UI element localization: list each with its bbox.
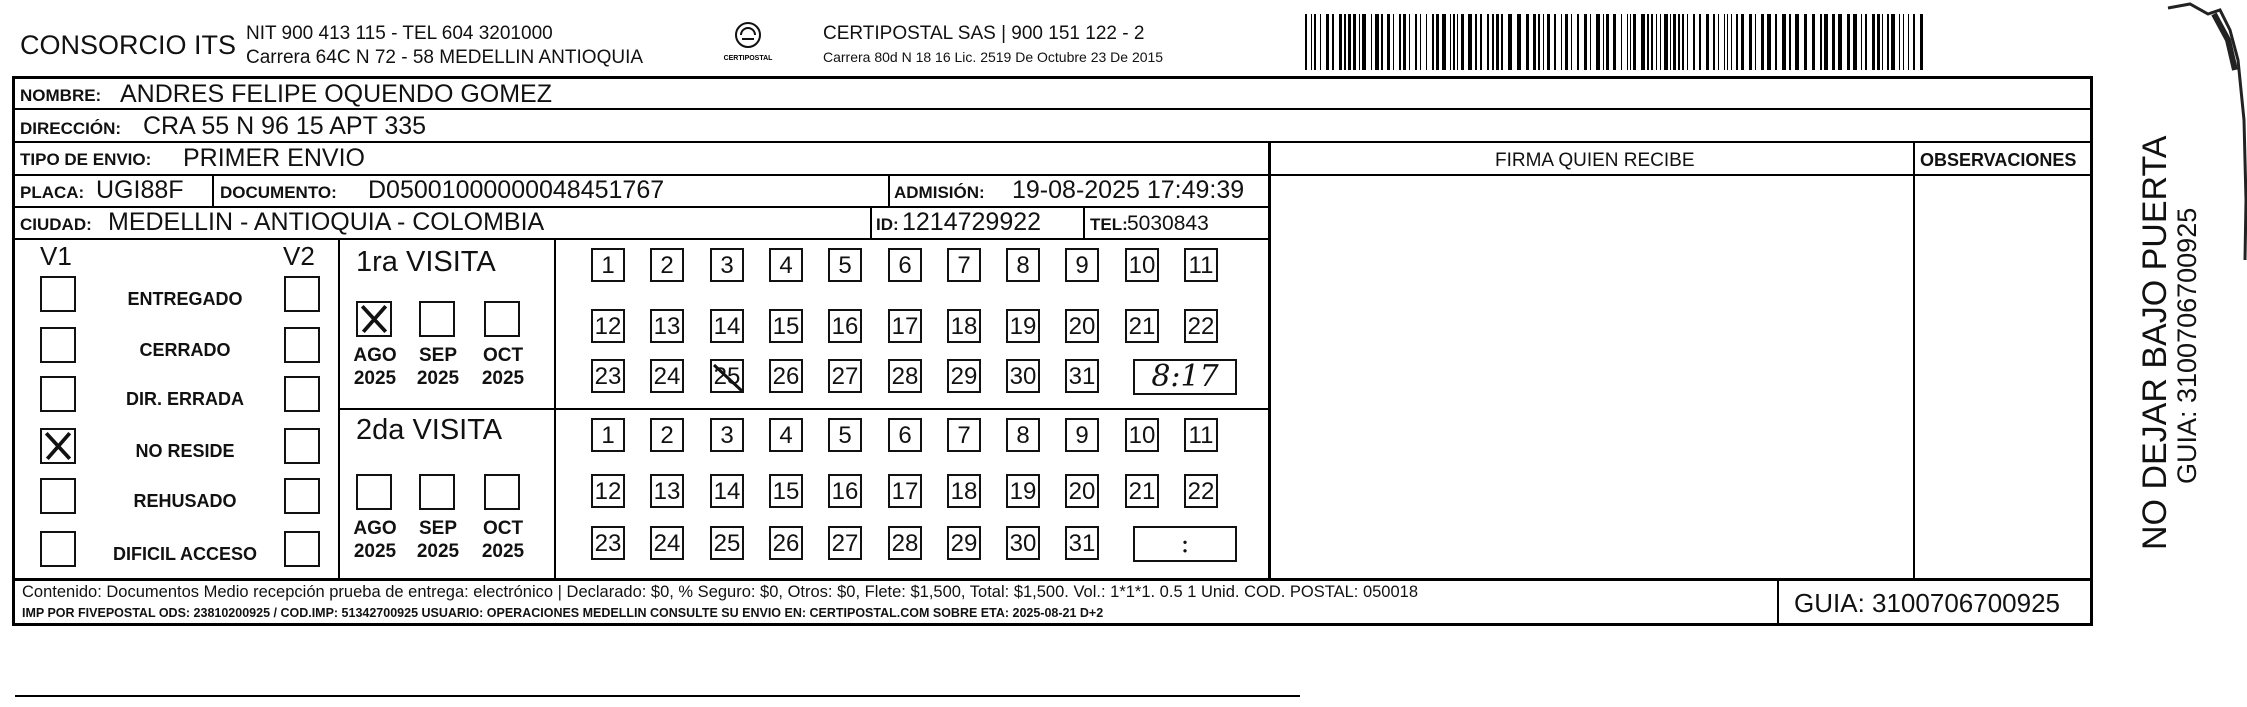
visit1-time-field[interactable]: 8:17 (1133, 359, 1237, 395)
v2-checkbox-cerrado[interactable] (284, 327, 320, 363)
visit1-day-22[interactable]: 22 (1184, 309, 1218, 343)
visit2-day-9[interactable]: 9 (1065, 418, 1099, 452)
direccion-label: DIRECCIÓN: (20, 119, 122, 138)
visit1-title: 1ra VISITA (356, 246, 496, 278)
no-dejar-bajo-puerta: NO DEJAR BAJO PUERTA (2136, 135, 2174, 550)
visit1-day-9[interactable]: 9 (1065, 248, 1099, 282)
certipostal-logo (713, 20, 783, 66)
status-label-rehusado: REHUSADO (133, 491, 237, 511)
visit1-day-21[interactable]: 21 (1125, 309, 1159, 343)
visit1-year-label: 2025 (353, 368, 397, 389)
visit2-day-26[interactable]: 26 (769, 526, 803, 560)
company-address: Carrera 64C N 72 - 58 MEDELLIN ANTIOQUIA (246, 47, 644, 68)
visit2-day-25[interactable]: 25 (710, 526, 744, 560)
documento-label: DOCUMENTO: (220, 183, 337, 202)
placa-label: PLACA: (20, 183, 85, 202)
visit2-year-label: 2025 (353, 541, 397, 562)
visit2-day-17[interactable]: 17 (888, 474, 922, 508)
visit1-month-checkbox-oct[interactable] (484, 301, 520, 337)
status-label-dir-errada: DIR. ERRADA (125, 389, 244, 409)
visit1-day-7[interactable]: 7 (947, 248, 981, 282)
tipo-value: PRIMER ENVIO (183, 144, 365, 172)
visit1-day-23[interactable]: 23 (591, 359, 625, 393)
visit1-year-label: 2025 (416, 368, 460, 389)
visit2-day-11[interactable]: 11 (1184, 418, 1218, 452)
visit2-month-label: SEP (418, 518, 458, 539)
visit1-day-16[interactable]: 16 (828, 309, 862, 343)
visit1-day-18[interactable]: 18 (947, 309, 981, 343)
admision-value: 19-08-2025 17:49:39 (1012, 176, 1245, 204)
placa-value: UGI88F (96, 176, 184, 204)
visit2-day-16[interactable]: 16 (828, 474, 862, 508)
visit1-month-checkbox-sep[interactable] (419, 301, 455, 337)
visit2-day-30[interactable]: 30 (1006, 526, 1040, 560)
visit1-day-24[interactable]: 24 (650, 359, 684, 393)
visit2-day-1[interactable]: 1 (591, 418, 625, 452)
visit2-day-23[interactable]: 23 (591, 526, 625, 560)
nombre-label: NOMBRE: (20, 86, 102, 105)
carrier-name: CERTIPOSTAL SAS | 900 151 122 - 2 (823, 23, 1145, 44)
visit1-day-17[interactable]: 17 (888, 309, 922, 343)
ciudad-label: CIUDAD: (20, 215, 92, 234)
visit2-day-13[interactable]: 13 (650, 474, 684, 508)
v2-label: V2 (283, 241, 315, 271)
visit1-day-4[interactable]: 4 (769, 248, 803, 282)
status-label-dificil-acceso: DIFICIL ACCESO (112, 544, 257, 564)
visit1-day-14[interactable]: 14 (710, 309, 744, 343)
visit2-day-20[interactable]: 20 (1065, 474, 1099, 508)
visit2-day-28[interactable]: 28 (888, 526, 922, 560)
v1-label: V1 (40, 241, 72, 271)
visit1-day-31[interactable]: 31 (1065, 359, 1099, 393)
tel-value: 5030843 (1127, 212, 1209, 235)
footer-imp: IMP POR FIVEPOSTAL ODS: 23810200925 / COD.IMP: 51342700925 USUARIO: OPERACIONES MEDELLIN CONSULTE SU ENVIO EN: CERTIPOSTAL.COM SOBRE ETA: 2025-08-21 D+2 (22, 606, 1104, 620)
visit2-month-checkbox-ago[interactable] (356, 474, 392, 510)
visit1-day-8[interactable]: 8 (1006, 248, 1040, 282)
visit1-month-checkbox-ago[interactable] (356, 301, 392, 337)
visit1-day-27[interactable]: 27 (828, 359, 862, 393)
visit1-day-1[interactable]: 1 (591, 248, 625, 282)
visit1-day-26[interactable]: 26 (769, 359, 803, 393)
id-value: 1214729922 (902, 208, 1042, 236)
visit1-day-30[interactable]: 30 (1006, 359, 1040, 393)
visit1-month-label: SEP (418, 345, 458, 366)
visit2-month-checkbox-oct[interactable] (484, 474, 520, 510)
visit1-day-3[interactable]: 3 (710, 248, 744, 282)
direccion-value: CRA 55 N 96 15 APT 335 (143, 112, 427, 140)
barcode (1305, 14, 1935, 70)
visit2-day-18[interactable]: 18 (947, 474, 981, 508)
visit2-year-label: 2025 (416, 541, 460, 562)
visit2-day-6[interactable]: 6 (888, 418, 922, 452)
visit2-day-12[interactable]: 12 (591, 474, 625, 508)
visit2-day-21[interactable]: 21 (1125, 474, 1159, 508)
visit2-day-7[interactable]: 7 (947, 418, 981, 452)
admision-label: ADMISIÓN: (894, 183, 985, 202)
visit2-day-10[interactable]: 10 (1125, 418, 1159, 452)
visit1-day-11[interactable]: 11 (1184, 248, 1218, 282)
ciudad-value: MEDELLIN - ANTIOQUIA - COLOMBIA (108, 208, 545, 236)
visit1-month-label: AGO (353, 345, 397, 366)
visit2-day-4[interactable]: 4 (769, 418, 803, 452)
v2-checkbox-entregado[interactable] (284, 276, 320, 312)
visit2-day-19[interactable]: 19 (1006, 474, 1040, 508)
visit1-day-5[interactable]: 5 (828, 248, 862, 282)
visit1-day-10[interactable]: 10 (1125, 248, 1159, 282)
visit1-day-20[interactable]: 20 (1065, 309, 1099, 343)
company-name: CONSORCIO ITS (20, 30, 237, 60)
visit1-day-2[interactable]: 2 (650, 248, 684, 282)
footer-guia: GUIA: 3100706700925 (1794, 588, 2060, 618)
v2-checkbox-no-reside[interactable] (284, 428, 320, 464)
visit2-month-label: OCT (482, 518, 524, 539)
v2-checkbox-dificil-acceso[interactable] (284, 531, 320, 567)
footer-contenido: Contenido: Documentos Medio recepción prueba de entrega: electrónico | Declarado: $0, % Seguro: $0, Otros: $0, Flete: $1,500, Total: $1,500. Vol.: 1*1*1. 0.5 1 Unid. COD. POSTAL: 050018 (22, 583, 1419, 601)
visit1-month-label: OCT (482, 345, 524, 366)
visit1-year-label: 2025 (481, 368, 525, 389)
visit1-day-13[interactable]: 13 (650, 309, 684, 343)
visit2-title: 2da VISITA (356, 414, 503, 446)
visit2-day-29[interactable]: 29 (947, 526, 981, 560)
visit2-day-27[interactable]: 27 (828, 526, 862, 560)
company-nit: NIT 900 413 115 - TEL 604 3201000 (246, 23, 553, 44)
visit2-day-2[interactable]: 2 (650, 418, 684, 452)
visit1-day-28[interactable]: 28 (888, 359, 922, 393)
documento-value: D05001000000048451767 (368, 176, 665, 204)
nombre-value: ANDRES FELIPE OQUENDO GOMEZ (120, 80, 553, 108)
firma-header: FIRMA QUIEN RECIBE (1495, 150, 1695, 171)
visit2-day-5[interactable]: 5 (828, 418, 862, 452)
visit2-month-checkbox-sep[interactable] (419, 474, 455, 510)
visit2-year-label: 2025 (481, 541, 525, 562)
visit2-day-15[interactable]: 15 (769, 474, 803, 508)
visit1-day-29[interactable]: 29 (947, 359, 981, 393)
v2-checkbox-dir-errada[interactable] (284, 376, 320, 412)
status-label-no-reside: NO RESIDE (135, 441, 235, 461)
visit2-day-3[interactable]: 3 (710, 418, 744, 452)
status-label-cerrado: CERRADO (139, 340, 231, 360)
visit2-day-22[interactable]: 22 (1184, 474, 1218, 508)
tel-label: TEL: (1090, 215, 1128, 234)
visit1-day-6[interactable]: 6 (888, 248, 922, 282)
side-guia: GUIA: 3100706700925 (2172, 207, 2202, 484)
visit2-month-label: AGO (353, 518, 397, 539)
visit1-day-25[interactable]: 25 (710, 359, 744, 393)
carrier-address: Carrera 80d N 18 16 Lic. 2519 De Octubre 23 De 2015 (823, 49, 1164, 65)
visit2-day-8[interactable]: 8 (1006, 418, 1040, 452)
visit2-day-31[interactable]: 31 (1065, 526, 1099, 560)
visit1-day-19[interactable]: 19 (1006, 309, 1040, 343)
visit2-day-14[interactable]: 14 (710, 474, 744, 508)
status-label-entregado: ENTREGADO (127, 289, 243, 309)
visit1-day-12[interactable]: 12 (591, 309, 625, 343)
id-label: ID: (876, 215, 899, 234)
observaciones-header: OBSERVACIONES (1920, 150, 2077, 170)
visit2-time-field[interactable]: : (1133, 526, 1237, 562)
logo-text: CERTIPOSTAL (723, 55, 773, 62)
visit2-day-24[interactable]: 24 (650, 526, 684, 560)
tipo-label: TIPO DE ENVIO: (20, 150, 152, 169)
v2-checkbox-rehusado[interactable] (284, 478, 320, 514)
visit1-day-15[interactable]: 15 (769, 309, 803, 343)
